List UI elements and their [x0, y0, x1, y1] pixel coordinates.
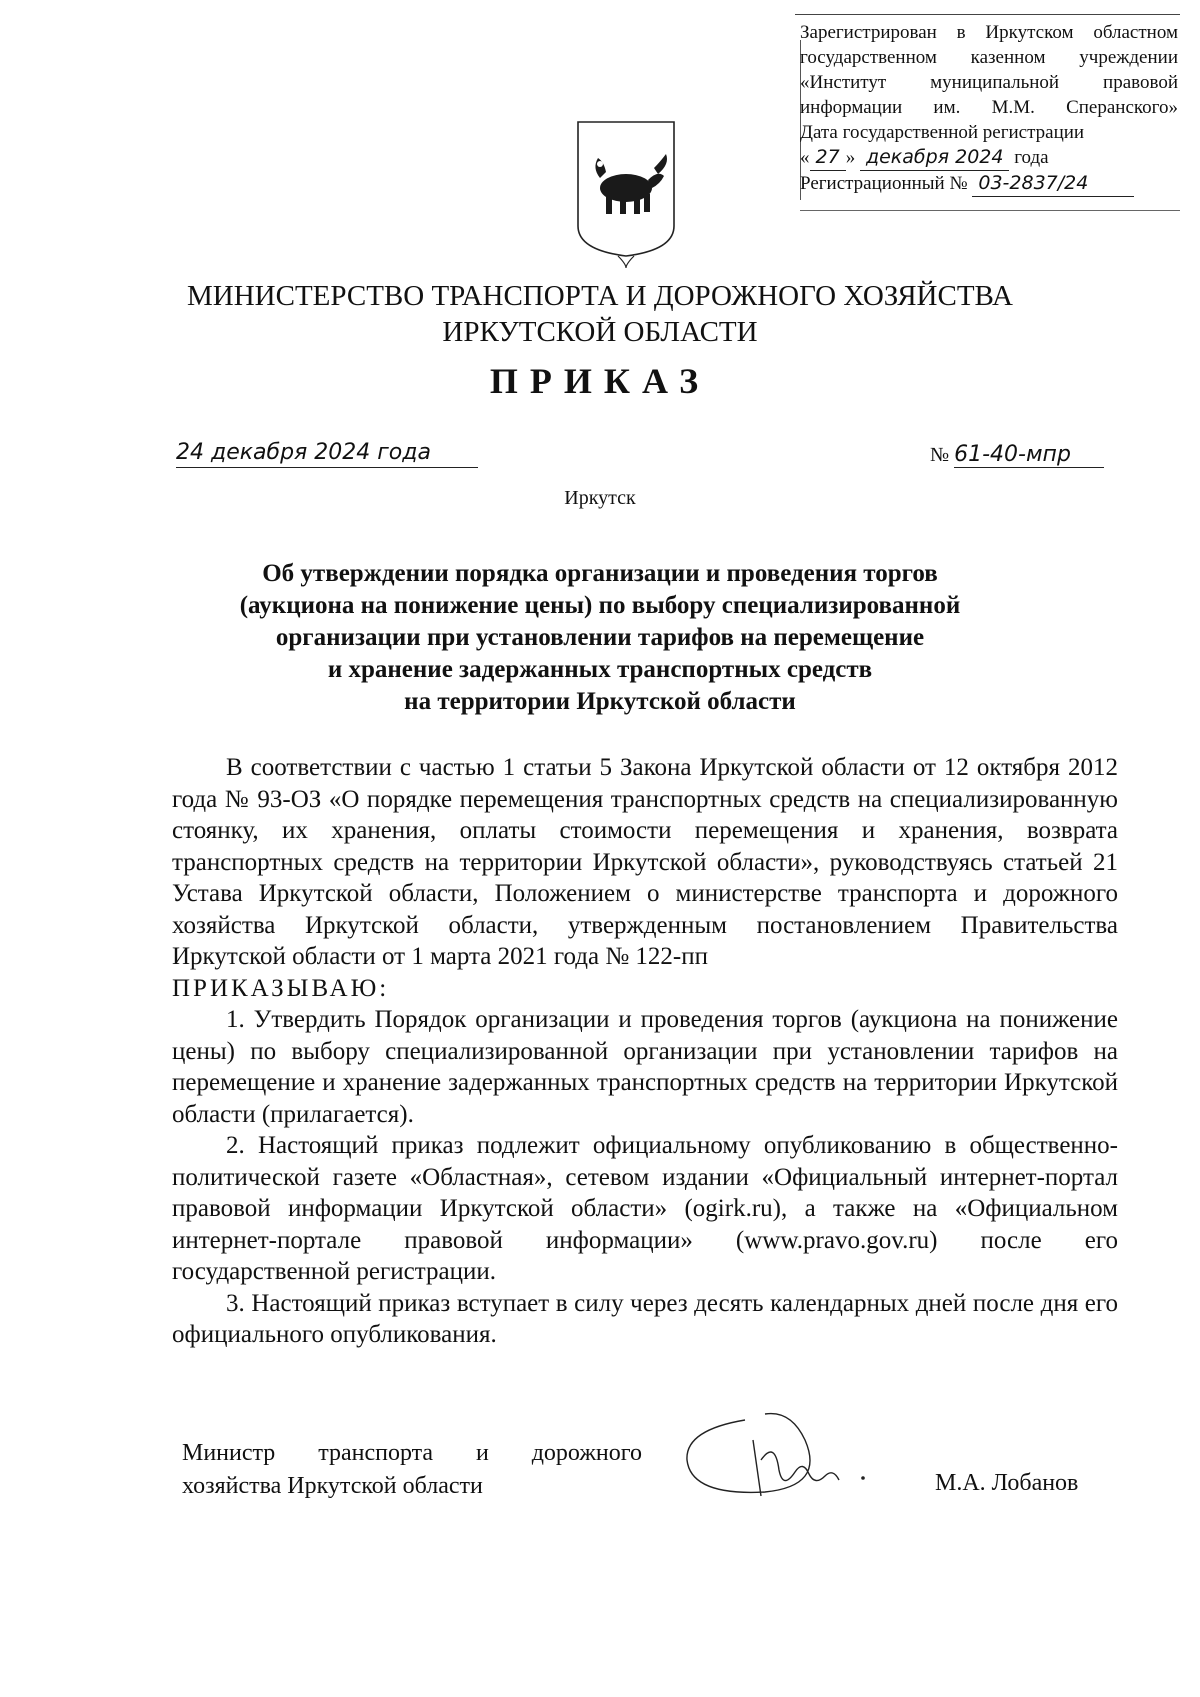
stamp-date-suffix: года [1014, 147, 1049, 168]
stamp-reg-number: 03-2837/24 [972, 171, 1134, 197]
preamble: В соответствии с частью 1 статьи 5 Закона Иркутской области от 12 октября 2012 года № 93-ОЗ «О порядке перемещения транспортных средств на специализированную стоянку, их хранения, оплаты стоимости перемещения и хранения, возврата транспортных средств на территории Иркутской области», руководствуясь статьей 21 Устава Иркутской области, Положением о министерстве транспорта и дорожного хозяйства Иркутской области, утвержденным постановлением Правительства Иркутской области от 1 марта 2021 года № 122-пп [172, 754, 1118, 970]
stamp-line-1: Зарегистрирован в Иркутском областном [800, 22, 1178, 43]
stamp-line-2: государственном казенном учреждении [800, 47, 1178, 68]
coat-of-arms-icon [574, 118, 678, 270]
stamp-date-prefix: « [800, 147, 810, 168]
stamp-date-mid: » [845, 147, 856, 168]
subject-line-1: Об утверждении порядка организации и проведения торгов [262, 560, 938, 587]
registration-stamp [800, 20, 1178, 197]
order-item-2: 2. Настоящий приказ подлежит официальному опубликованию в общественно-политической газете «Областная», сетевом издании «Официальный интернет-портал правовой информации Иркутской области» (ogirk.ru), а также на «Официальном интернет-портале правовой информации» (www.pravo.gov.ru) после его государственной регистрации. [172, 1132, 1118, 1285]
stamp-date-day: 27 [810, 145, 846, 171]
stamp-bottom-border [800, 210, 1180, 211]
stamp-date-month: декабря 2024 [860, 145, 1010, 171]
stamp-top-border [795, 14, 1180, 15]
order-subject [0, 558, 1200, 718]
order-number-label: № [930, 444, 950, 466]
stamp-registration-number [800, 171, 1178, 197]
document-type: ПРИКАЗ [489, 361, 711, 401]
ministry-line-1: МИНИСТЕРСТВО ТРАНСПОРТА И ДОРОЖНОГО ХОЗЯЙСТВА [186, 280, 1014, 312]
order-date: 24 декабря 2024 года [176, 440, 478, 468]
order-body [172, 752, 1118, 1351]
city: Иркутск [564, 487, 636, 509]
ministry-name [0, 278, 1200, 350]
signer-position [182, 1437, 642, 1503]
subject-line-5: на территории Иркутской области [404, 688, 796, 715]
order-number-block [930, 442, 1104, 468]
signer-name: М.А. Лобанов [935, 1470, 1079, 1496]
order-item-1: 1. Утвердить Порядок организации и проведения торгов (аукциона на понижение цены) по выбору специализированной организации при установлении тарифов на перемещение и хранение задержанных транспортных средств на территории Иркутской области (прилагается). [172, 1006, 1118, 1128]
subject-line-4: и хранение задержанных транспортных средств [327, 656, 873, 683]
stamp-reg-label: Регистрационный № [800, 173, 968, 194]
ministry-line-2: ИРКУТСКОЙ ОБЛАСТИ [442, 316, 758, 348]
order-word: ПРИКАЗЫВАЮ: [172, 974, 390, 1002]
handwritten-signature-icon [675, 1400, 935, 1510]
stamp-line-4: информации им. М.М. Сперанского» [800, 97, 1178, 118]
stamp-line-3: «Институт муниципальной правовой [800, 72, 1178, 93]
subject-line-2: (аукциона на понижение цены) по выбору специализированной [239, 592, 961, 619]
stamp-line-5: Дата государственной регистрации [800, 122, 1085, 143]
order-number: 61-40-мпр [954, 442, 1104, 468]
signer-position-line-2: хозяйства Иркутской области [182, 1473, 483, 1499]
signer-position-line-1: Министр транспорта и дорожного [182, 1440, 642, 1466]
order-item-3: 3. Настоящий приказ вступает в силу через десять календарных дней после дня его официального опубликования. [172, 1289, 1118, 1348]
subject-line-3: организации при установлении тарифов на перемещение [275, 624, 925, 651]
stamp-registration-date [800, 145, 1178, 171]
